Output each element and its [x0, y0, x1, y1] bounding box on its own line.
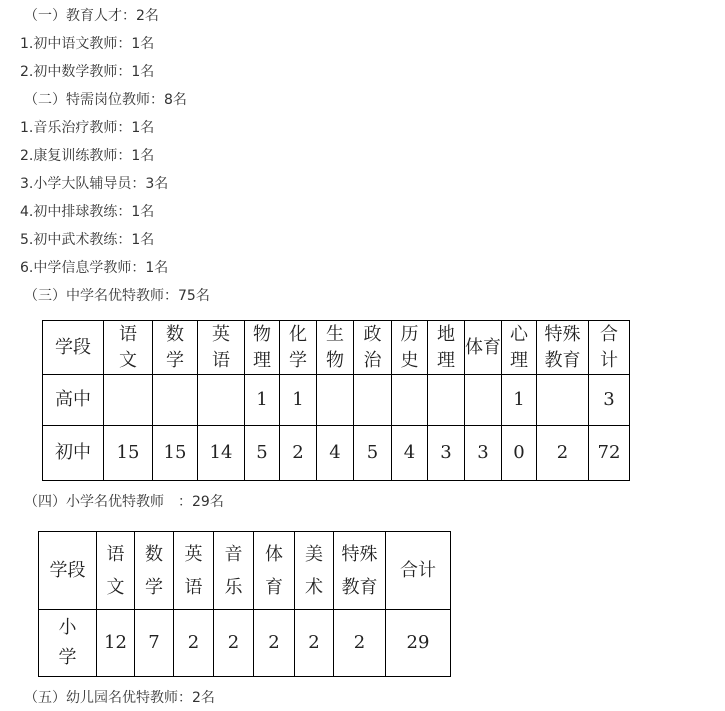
header-cell	[537, 321, 589, 375]
table-cell	[465, 375, 502, 426]
header-text: 学段	[49, 559, 86, 581]
line-9: 5.初中武术教练：1名	[20, 232, 155, 248]
header-text: 政治	[363, 323, 382, 371]
row-label-cell: 高中	[43, 375, 104, 426]
header-text: 英语	[184, 543, 203, 598]
table-cell	[317, 375, 354, 426]
header-cell	[428, 321, 465, 375]
table-cell: 0	[502, 426, 537, 481]
header-cell	[43, 321, 104, 375]
header-cell	[354, 321, 392, 375]
table-row	[43, 426, 630, 481]
line-10: 6.中学信息学教师：1名	[20, 260, 169, 276]
header-text: 语文	[106, 543, 125, 598]
header-cell	[334, 532, 386, 610]
table-row	[43, 375, 630, 426]
table-cell: 5	[245, 426, 280, 481]
table-cell: 15	[104, 426, 153, 481]
header-text: 地理	[436, 323, 455, 371]
header-text: 特殊教育	[544, 323, 581, 371]
table-cell: 15	[153, 426, 198, 481]
table-cell: 2	[280, 426, 317, 481]
table-cell: 3	[428, 426, 465, 481]
table-cell	[537, 375, 589, 426]
header-cell	[392, 321, 428, 375]
table-cell: 2	[537, 426, 589, 481]
header-cell	[317, 321, 354, 375]
line-13: （五）幼儿园名优特教师：2名	[24, 690, 215, 706]
header-text: 合计	[400, 559, 436, 581]
table-cell: 29	[386, 610, 451, 677]
header-cell	[386, 532, 451, 610]
header-cell	[254, 532, 295, 610]
header-cell	[589, 321, 630, 375]
table-cell: 2	[254, 610, 295, 677]
line-2: 1.初中语文教师：1名	[20, 36, 155, 52]
header-cell	[104, 321, 153, 375]
header-cell	[465, 321, 502, 375]
table-header-row	[43, 321, 630, 375]
header-cell	[245, 321, 280, 375]
table-cell: 2	[214, 610, 254, 677]
table-cell: 14	[198, 426, 245, 481]
table-cell	[354, 375, 392, 426]
header-text: 数学	[144, 543, 163, 598]
line-1: （一）教育人才：2名	[24, 8, 159, 24]
header-text: 历史	[400, 323, 419, 371]
header-text: 英语	[211, 323, 230, 371]
line-11: （三）中学名优特教师：75名	[24, 288, 210, 304]
header-cell	[39, 532, 97, 610]
table-cell: 2	[174, 610, 214, 677]
header-text: 美术	[304, 543, 323, 598]
table-cell: 4	[317, 426, 354, 481]
header-text: 生物	[325, 323, 344, 371]
header-cell	[280, 321, 317, 375]
header-cell	[502, 321, 537, 375]
line-8: 4.初中排球教练：1名	[20, 204, 155, 220]
header-text: 数学	[165, 323, 184, 371]
line-12: （四）小学名优特教师 ：29名	[24, 494, 224, 510]
line-4: （二）特需岗位教师：8名	[24, 92, 187, 108]
table-cell: 3	[589, 375, 630, 426]
header-text: 语文	[118, 323, 137, 371]
header-cell	[198, 321, 245, 375]
header-cell	[135, 532, 174, 610]
header-cell	[97, 532, 135, 610]
table-row	[39, 610, 451, 677]
line-3: 2.初中数学教师：1名	[20, 64, 155, 80]
table-cell: 5	[354, 426, 392, 481]
table-cell	[104, 375, 153, 426]
table-header-row	[39, 532, 451, 610]
row-label-cell: 初中	[43, 426, 104, 481]
header-cell	[153, 321, 198, 375]
table-cell: 2	[334, 610, 386, 677]
header-text: 音乐	[224, 543, 243, 598]
header-text: 学段	[55, 336, 91, 358]
table-cell	[428, 375, 465, 426]
table-cell: 2	[295, 610, 334, 677]
line-7: 3.小学大队辅导员：3名	[20, 176, 169, 192]
table-cell: 12	[97, 610, 135, 677]
table-cell: 3	[465, 426, 502, 481]
header-text: 体育	[264, 543, 283, 598]
table-cell: 4	[392, 426, 428, 481]
header-cell	[174, 532, 214, 610]
header-text: 合计	[599, 323, 618, 371]
table-cell: 72	[589, 426, 630, 481]
middle-school-table	[42, 320, 630, 481]
table-cell: 7	[135, 610, 174, 677]
header-cell	[295, 532, 334, 610]
header-text: 特殊教育	[341, 543, 378, 598]
table-cell	[153, 375, 198, 426]
primary-school-table	[38, 531, 451, 677]
header-text: 心理	[509, 323, 528, 371]
table-cell	[392, 375, 428, 426]
header-text: 化学	[288, 323, 307, 371]
line-6: 2.康复训练教师：1名	[20, 148, 155, 164]
header-text: 物理	[252, 323, 271, 371]
header-text: 体育	[465, 336, 501, 358]
row-label-text: 小学	[58, 617, 77, 668]
table-cell	[198, 375, 245, 426]
table-cell: 1	[280, 375, 317, 426]
table-cell: 1	[502, 375, 537, 426]
line-5: 1.音乐治疗教师：1名	[20, 120, 155, 136]
table-cell: 1	[245, 375, 280, 426]
header-cell	[214, 532, 254, 610]
row-label-cell	[39, 610, 97, 677]
